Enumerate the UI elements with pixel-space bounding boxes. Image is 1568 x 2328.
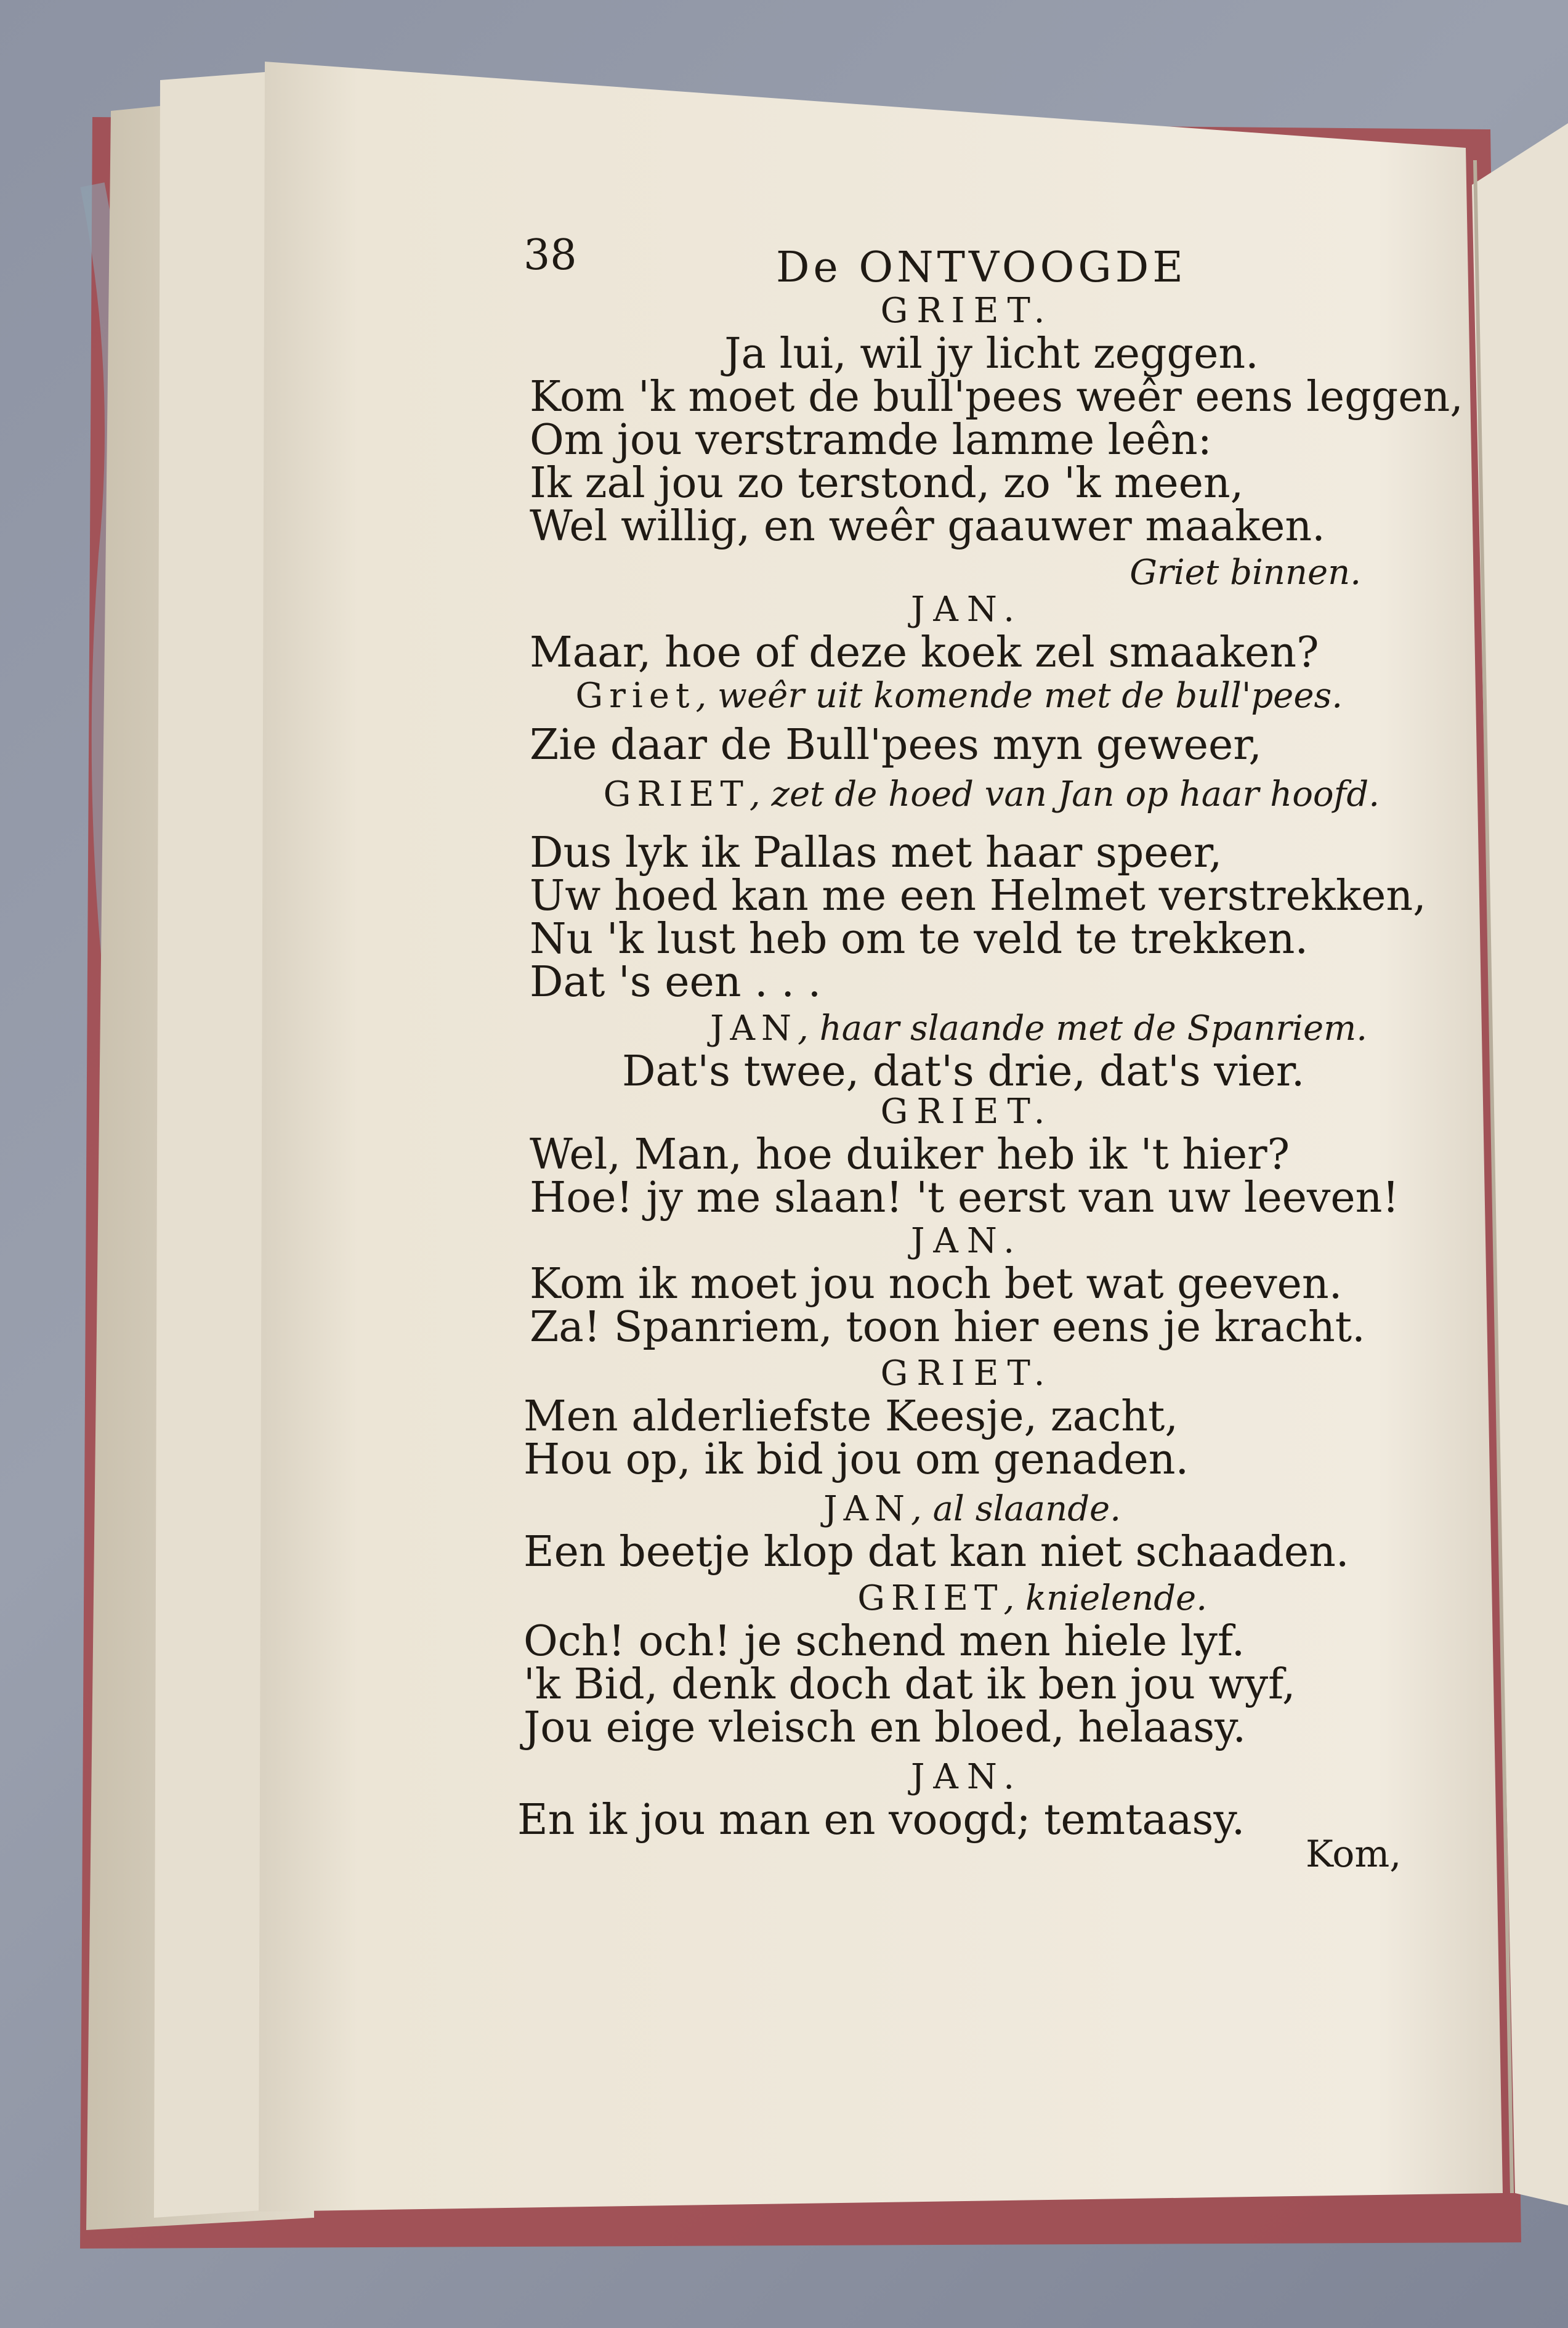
verse-line: Dus lyk ik Pallas met haar speer, xyxy=(530,829,1222,877)
stage-character: GRIET xyxy=(857,1578,1004,1618)
verse-line: Kom ik moet jou noch bet wat geeven. xyxy=(530,1260,1343,1308)
stage-text: , al slaande. xyxy=(911,1489,1121,1529)
speaker-jan: JAN. xyxy=(910,1757,1024,1797)
verse-line: 'k Bid, denk doch dat ik ben jou wyf, xyxy=(523,1660,1296,1709)
stage-text: , haar slaande met de Spanriem. xyxy=(797,1008,1367,1048)
speaker-jan: JAN. xyxy=(910,590,1024,630)
verse-line: Dat 's een . . . xyxy=(530,958,822,1007)
catchword: Kom, xyxy=(1306,1833,1402,1876)
stage-direction xyxy=(530,773,1380,816)
running-title: De ONTVOOGDE xyxy=(776,243,1187,292)
page-number: 38 xyxy=(523,231,577,280)
stage-character: Griet xyxy=(575,676,696,716)
verse-line: Een beetje klop dat kan niet schaaden. xyxy=(523,1528,1349,1576)
verse-line: Wel, Man, hoe duiker heb ik 't hier? xyxy=(530,1130,1290,1179)
stage-text: , knielende. xyxy=(1003,1578,1207,1618)
verse-line: Men alderliefste Keesje, zacht, xyxy=(523,1392,1178,1441)
stage-direction: Griet binnen. xyxy=(1130,553,1361,593)
stage-text: , weêr uit komende met de bull'pees. xyxy=(695,676,1343,716)
stage-character: JAN xyxy=(823,1489,911,1529)
stage-direction xyxy=(530,1577,1207,1620)
verse-line: Wel willig, en weêr gaauwer maaken. xyxy=(530,502,1325,551)
speaker-griet: GRIET. xyxy=(880,291,1054,331)
speaker-griet: GRIET. xyxy=(880,1092,1054,1132)
verse-line: Om jou verstramde lamme leên: xyxy=(530,416,1212,464)
speaker-jan: JAN. xyxy=(910,1221,1024,1261)
stage-direction xyxy=(530,1488,1121,1531)
verse-line: Ik zal jou zo terstond, zo 'k meen, xyxy=(530,459,1244,508)
verse-line: Uw hoed kan me een Helmet verstrekken, xyxy=(530,872,1426,920)
stage-character: JAN xyxy=(710,1008,798,1048)
verse-line: Maar, hoe of deze koek zel smaaken? xyxy=(530,628,1319,677)
stage-text: , zet de hoed van Jan op haar hoofd. xyxy=(749,774,1380,814)
stage-character: GRIET xyxy=(603,774,750,814)
verse-line: Kom 'k moet de bull'pees weêr eens leggen, xyxy=(530,373,1463,421)
stage-direction xyxy=(530,1007,1367,1050)
verse-line: Och! och! je schend men hiele lyf. xyxy=(523,1617,1245,1666)
verse-line: Nu 'k lust heb om te veld te trekken. xyxy=(530,915,1309,963)
verse-line: Za! Spanriem, toon hier eens je kracht. xyxy=(530,1303,1365,1352)
verse-line: Jou eige vleisch en bloed, helaasy. xyxy=(523,1703,1247,1752)
stage-direction xyxy=(530,675,1343,718)
verse-line: Ja lui, wil jy licht zeggen. xyxy=(724,330,1259,378)
speaker-griet: GRIET. xyxy=(880,1353,1054,1393)
verse-line: En ik jou man en voogd; temtaasy. xyxy=(517,1796,1245,1844)
verse-line: Hoe! jy me slaan! 't eerst van uw leeven! xyxy=(530,1174,1399,1222)
verse-line: Zie daar de Bull'pees myn geweer, xyxy=(530,721,1262,769)
verse-line: Dat's twee, dat's drie, dat's vier. xyxy=(622,1047,1305,1096)
verse-line: Hou op, ik bid jou om genaden. xyxy=(523,1435,1189,1484)
